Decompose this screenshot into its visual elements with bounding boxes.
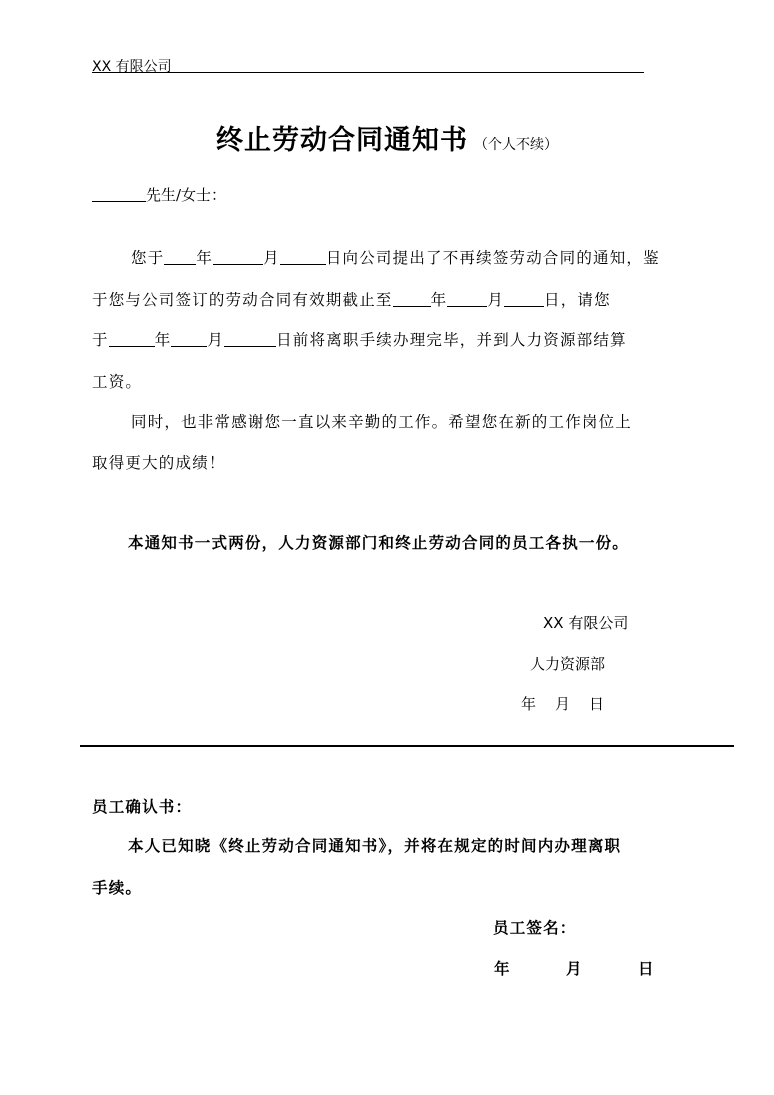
name-blank[interactable] bbox=[92, 185, 146, 202]
signature-department: 人力资源部 bbox=[530, 655, 606, 673]
signature-company: XX 有限公司 bbox=[543, 614, 629, 632]
body-text: 年 bbox=[154, 331, 172, 349]
confirmation-date-day: 日 bbox=[638, 959, 655, 978]
body-line-4: 工资。 bbox=[92, 373, 143, 391]
employee-signature-label: 员工签名： bbox=[493, 918, 577, 937]
body-text: 年 bbox=[196, 249, 214, 267]
body-text: 月 bbox=[207, 331, 225, 349]
header-company: XX 有限公司 bbox=[92, 59, 172, 75]
confirmation-date-year: 年 bbox=[494, 959, 511, 978]
section-divider bbox=[80, 745, 734, 747]
date-blank[interactable] bbox=[280, 248, 326, 265]
date-blank[interactable] bbox=[504, 290, 544, 307]
date-blank[interactable] bbox=[109, 330, 155, 347]
date-blank[interactable] bbox=[447, 290, 487, 307]
salutation-text: 先生/女士： bbox=[146, 186, 227, 204]
body-text: 月 bbox=[263, 249, 280, 267]
title-main: 终止劳动合同通知书 bbox=[216, 125, 468, 156]
body-line-6: 取得更大的成绩！ bbox=[92, 454, 226, 472]
date-blank[interactable] bbox=[213, 248, 263, 265]
date-blank[interactable] bbox=[164, 248, 196, 265]
body-line-1 bbox=[131, 246, 660, 268]
confirmation-heading: 员工确认书： bbox=[92, 797, 193, 816]
body-line-5: 同时，也非常感谢您一直以来辛勤的工作。希望您在新的工作岗位上 bbox=[131, 413, 633, 431]
body-line-2 bbox=[92, 288, 611, 310]
body-line-3 bbox=[92, 328, 627, 350]
signature-date: 年 月 日 bbox=[521, 695, 607, 713]
page-title bbox=[0, 118, 774, 157]
body-text: 日前将离职手续办理完毕，并到人力资源部结算 bbox=[276, 331, 627, 349]
date-blank[interactable] bbox=[171, 330, 207, 347]
body-text: 于您与公司签订的劳动合同有效期截止至 bbox=[92, 291, 393, 309]
body-text: 月 bbox=[487, 291, 505, 309]
body-text: 年 bbox=[430, 291, 448, 309]
body-text: 日向公司提出了不再续签劳动合同的通知，鉴 bbox=[325, 249, 660, 267]
body-text: 日，请您 bbox=[544, 291, 611, 309]
confirmation-date-month: 月 bbox=[566, 959, 583, 978]
date-blank[interactable] bbox=[224, 330, 276, 347]
body-text: 您于 bbox=[131, 249, 165, 267]
body-text: 于 bbox=[92, 331, 109, 349]
header-rule bbox=[92, 72, 644, 73]
notice-text: 本通知书一式两份，人力资源部门和终止劳动合同的员工各执一份。 bbox=[128, 533, 630, 552]
title-sub: （个人不续） bbox=[474, 137, 558, 153]
confirmation-text-2: 手续。 bbox=[92, 878, 143, 897]
confirmation-text-1: 本人已知晓《终止劳动合同通知书》，并将在规定的时间内办理离职 bbox=[128, 836, 622, 855]
salutation bbox=[92, 184, 226, 205]
date-blank[interactable] bbox=[393, 290, 431, 307]
